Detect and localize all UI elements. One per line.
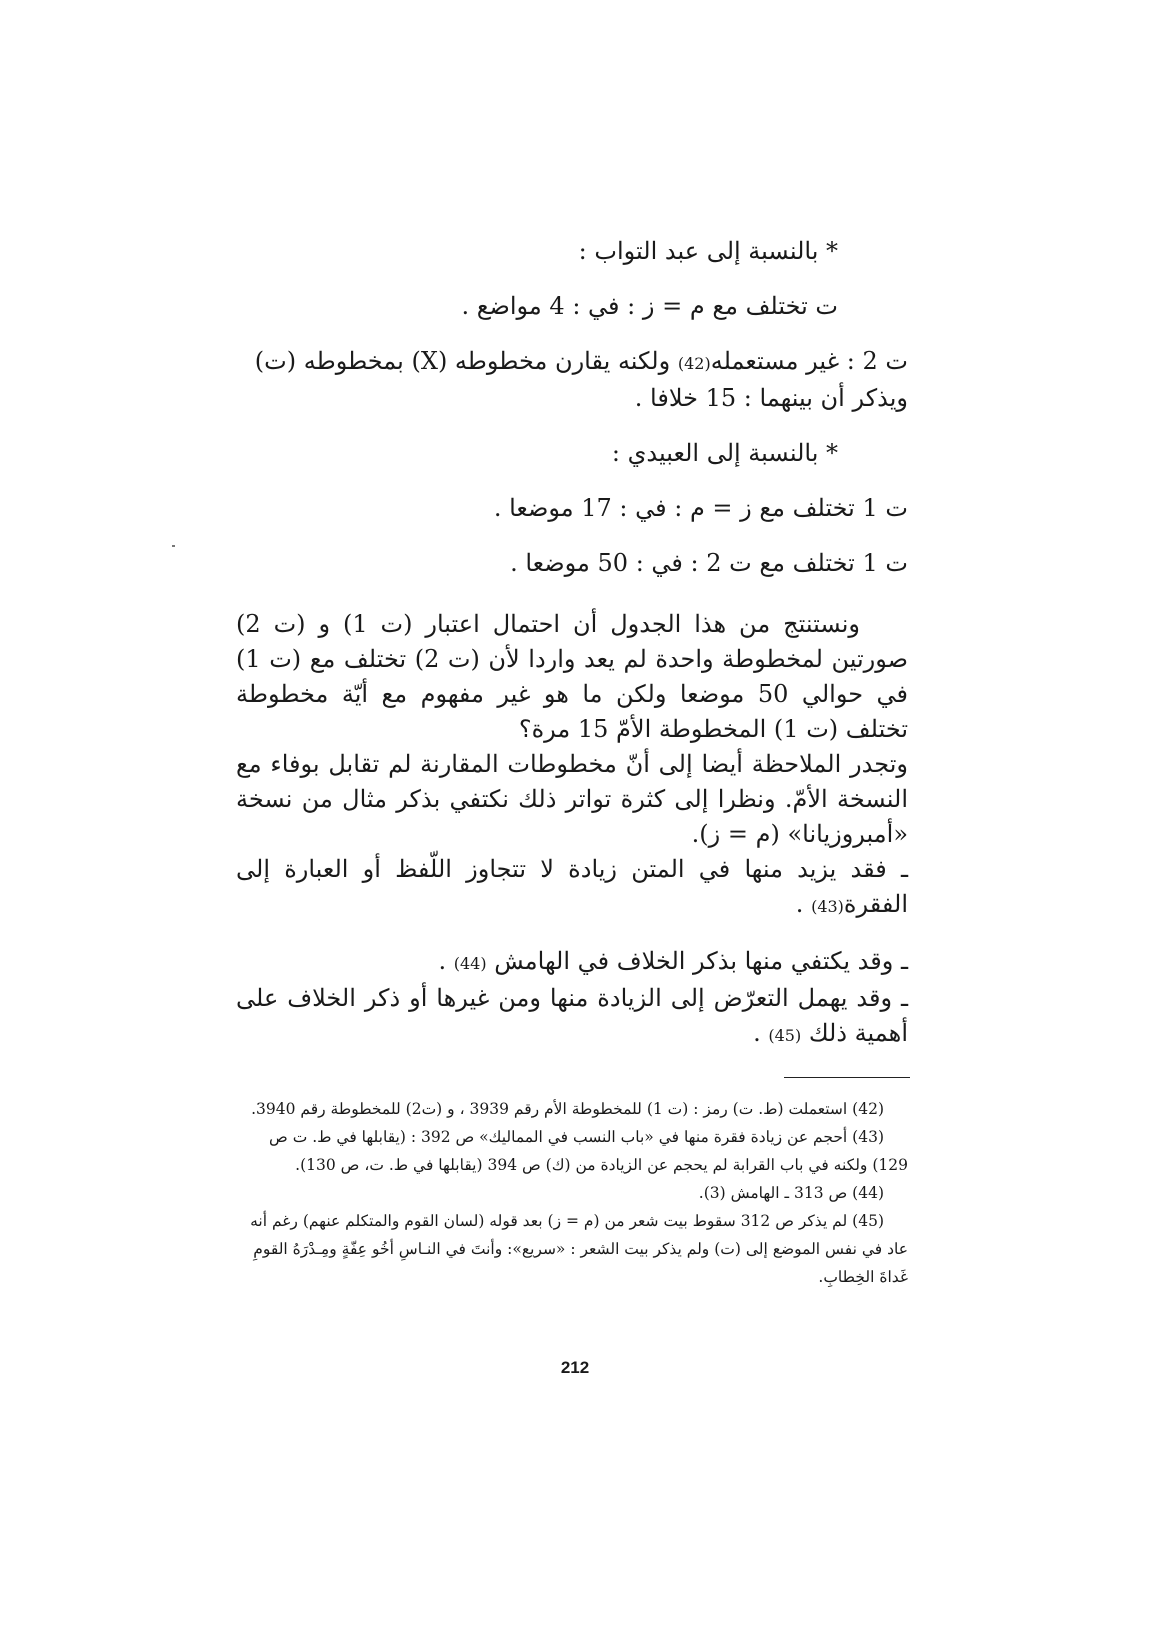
main-text: [236, 234, 908, 1053]
footnote-43-text: (43) أحجم عن زيادة فقرة منها في «باب النسب في المماليك» ص 392 : (يقابلها في ط. ت ص 129) ولكنه في باب القرابة لم يحجم عن الزيادة من (ك) ص 394 (يقابلها في ط. ت، ص 130).: [269, 1128, 908, 1174]
footnote-42-text: (42) استعملت (ط. ت) رمز : (ت 1) للمخطوطة الأم رقم 3939 ، و (ت2) للمخطوطة رقم 3940.: [251, 1100, 884, 1118]
scan-speck: [172, 545, 175, 547]
abdeltawab-line-2b-text: ولكنه يقارن مخطوطه (X) بمخطوطه (ت): [254, 347, 678, 375]
obaidi-heading-text: * بالنسبة إلى العبيدي :: [611, 439, 838, 467]
footnote-45: [236, 1207, 908, 1291]
footnote-ref-45[interactable]: (45): [768, 1026, 802, 1045]
obaidi-line-2: [236, 546, 908, 581]
conclusion-paragraph: [236, 607, 908, 747]
abdeltawab-line-3-text: ويذكر أن بينهما : 15 خلافا .: [634, 384, 908, 412]
abdeltawab-line-1: [236, 289, 908, 324]
abdeltawab-line-2a-text: ت 2 : غير مستعمله: [710, 347, 908, 375]
obaidi-heading: [236, 436, 908, 471]
point-1-text: ـ فقد يزيد منها في المتن زيادة لا تتجاوز اللّفظ أو العبارة إلى الفقرة: [236, 855, 908, 918]
obaidi-line-1-text: ت 1 تختلف مع ز = م : في : 17 موضعا .: [493, 494, 908, 522]
abdeltawab-heading: [236, 234, 908, 269]
footnote-divider: [784, 1077, 910, 1078]
point-1-end: .: [795, 890, 812, 918]
footnote-ref-42[interactable]: (42): [677, 354, 711, 373]
point-2-end: .: [438, 947, 454, 975]
point-2: [236, 944, 908, 981]
point-1: [236, 852, 908, 924]
point-3-text: ـ وقد يهمل التعرّض إلى الزيادة منها ومن غيرها أو ذكر الخلاف على أهمية ذلك: [236, 984, 908, 1047]
abdeltawab-line-1-text: ت تختلف مع م = ز : في : 4 مواضع .: [461, 292, 838, 320]
abdeltawab-line-3: [236, 381, 908, 416]
point-2-text: ـ وقد يكتفي منها بذكر الخلاف في الهامش: [494, 947, 908, 975]
footnotes: [236, 1095, 908, 1291]
footnote-ref-44[interactable]: (44): [453, 954, 487, 973]
obaidi-line-1: [236, 491, 908, 526]
footnote-44: [236, 1179, 908, 1207]
footnote-45-text: (45) لم يذكر ص 312 سقوط بيت شعر من (م = ز) بعد قوله (لسان القوم والمتكلم عنهم) رغم أنه عاد في نفس الموضع إلى (ت) ولم يذكر بيت الشعر : «سريع»: وأنتَ في النـاسِ أخُو عِفّةٍ ومِـدْرَهُ القومِ غَداةَ الخِطابِ.: [250, 1212, 908, 1286]
point-3-end: .: [753, 1019, 769, 1047]
abdeltawab-heading-text: * بالنسبة إلى عبد التواب :: [578, 237, 838, 265]
footnote-ref-43[interactable]: (43): [811, 897, 844, 916]
page-number: 212: [560, 1358, 590, 1377]
observation-paragraph: [236, 747, 908, 852]
footnote-43: [236, 1123, 908, 1179]
footnote-44-text: (44) ص 313 ـ الهامش (3).: [698, 1184, 884, 1202]
obaidi-line-2-text: ت 1 تختلف مع ت 2 : في : 50 موضعا .: [510, 549, 908, 577]
abdeltawab-line-2: [236, 344, 908, 381]
point-3: [236, 981, 908, 1053]
footnote-42: [236, 1095, 908, 1123]
conclusion-text: ونستنتج من هذا الجدول أن احتمال اعتبار (ت 1) و (ت 2) صورتين لمخطوطة واحدة لم يعد واردا لأن (ت 2) تختلف مع (ت 1) في حوالي 50 موضعا ولكن ما هو غير مفهوم مع أيّة مخطوطة تختلف (ت 1) المخطوطة الأمّ 15 مرة؟: [236, 610, 909, 743]
observation-text: وتجدر الملاحظة أيضا إلى أنّ مخطوطات المقارنة لم تقابل بوفاء مع النسخة الأمّ. ونظرا إلى كثرة تواتر ذلك نكتفي بذكر مثال من نسخة «أمبروزيانا» (م = ز).: [236, 750, 909, 848]
